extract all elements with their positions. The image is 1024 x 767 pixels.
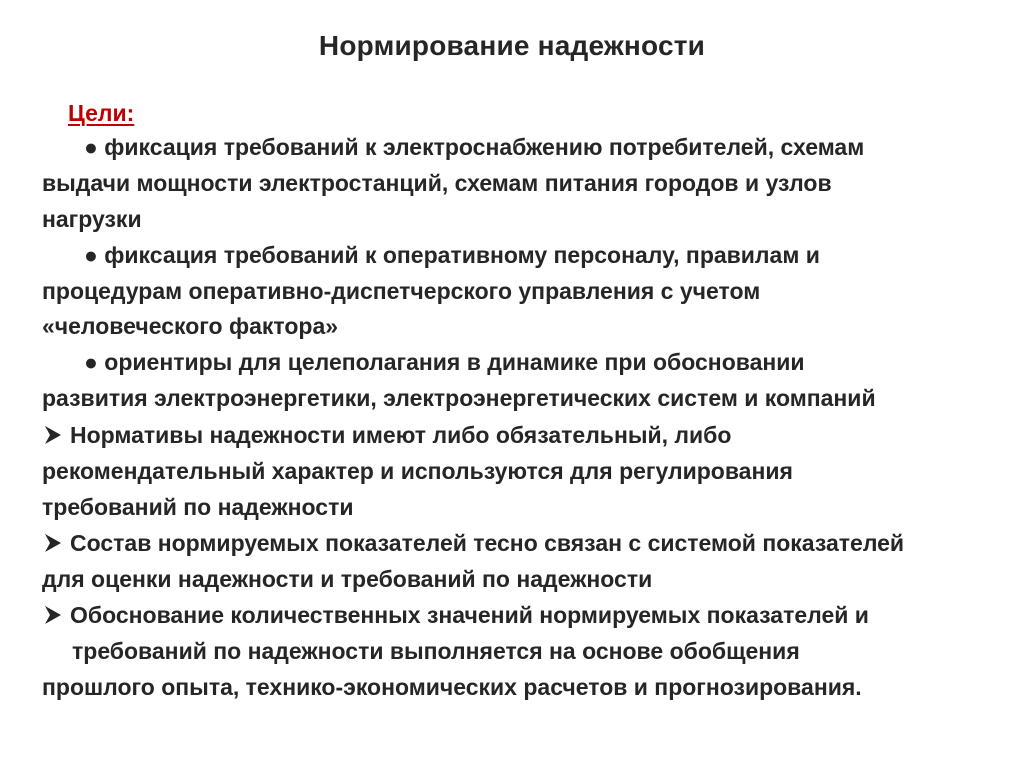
bullet-dot-icon: ●	[84, 242, 98, 268]
goal-item-2-first-line	[84, 238, 820, 272]
point-item-3-line-2: требований по надежности выполняется на основе обобщения	[72, 638, 800, 664]
goal-item-2-line-3: «человеческого фактора»	[42, 313, 339, 339]
arrow-bullet-icon	[44, 425, 62, 445]
goal-item-2-line-1: фиксация требований к оперативному персоналу, правилам и	[104, 242, 820, 268]
arrow-bullet-icon	[44, 533, 62, 553]
goal-item-1-line-3: нагрузки	[42, 206, 142, 232]
point-item-1-line-1: Нормативы надежности имеют либо обязательный, либо	[70, 422, 732, 448]
goals-heading: Цели:	[68, 100, 135, 126]
point-item-2-line-2: для оценки надежности и требований по надежности	[42, 566, 653, 592]
slide-title: Нормирование надежности	[318, 30, 706, 61]
goal-item-3-first-line	[84, 345, 805, 379]
arrow-bullet-icon	[44, 605, 62, 625]
point-item-1-line-2: рекомендательный характер и используются для регулирования	[42, 458, 793, 484]
point-item-1-first-line	[44, 418, 731, 452]
point-item-1-line-3: требований по надежности	[42, 494, 354, 520]
goal-item-1-first-line	[84, 130, 864, 164]
goal-item-3-line-2: развития электроэнергетики, электроэнергетических систем и компаний	[42, 385, 876, 411]
point-item-2-first-line	[44, 526, 904, 560]
bullet-dot-icon: ●	[84, 349, 98, 375]
goal-item-3-line-1: ориентиры для целеполагания в динамике при обосновании	[104, 349, 805, 375]
point-item-2-line-1: Состав нормируемых показателей тесно связан с системой показателей	[70, 530, 905, 556]
goal-item-2-line-2: процедурам оперативно-диспетчерского управления с учетом	[42, 278, 761, 304]
point-item-3-line-3: прошлого опыта, технико-экономических расчетов и прогнозирования.	[42, 674, 862, 700]
goal-item-1-line-1: фиксация требований к электроснабжению потребителей, схемам	[104, 134, 865, 160]
point-item-3-first-line	[44, 598, 869, 632]
point-item-3-line-1: Обоснование количественных значений нормируемых показателей и	[70, 602, 869, 628]
bullet-dot-icon: ●	[84, 134, 98, 160]
goal-item-1-line-2: выдачи мощности электростанций, схемам питания городов и узлов	[42, 170, 832, 196]
